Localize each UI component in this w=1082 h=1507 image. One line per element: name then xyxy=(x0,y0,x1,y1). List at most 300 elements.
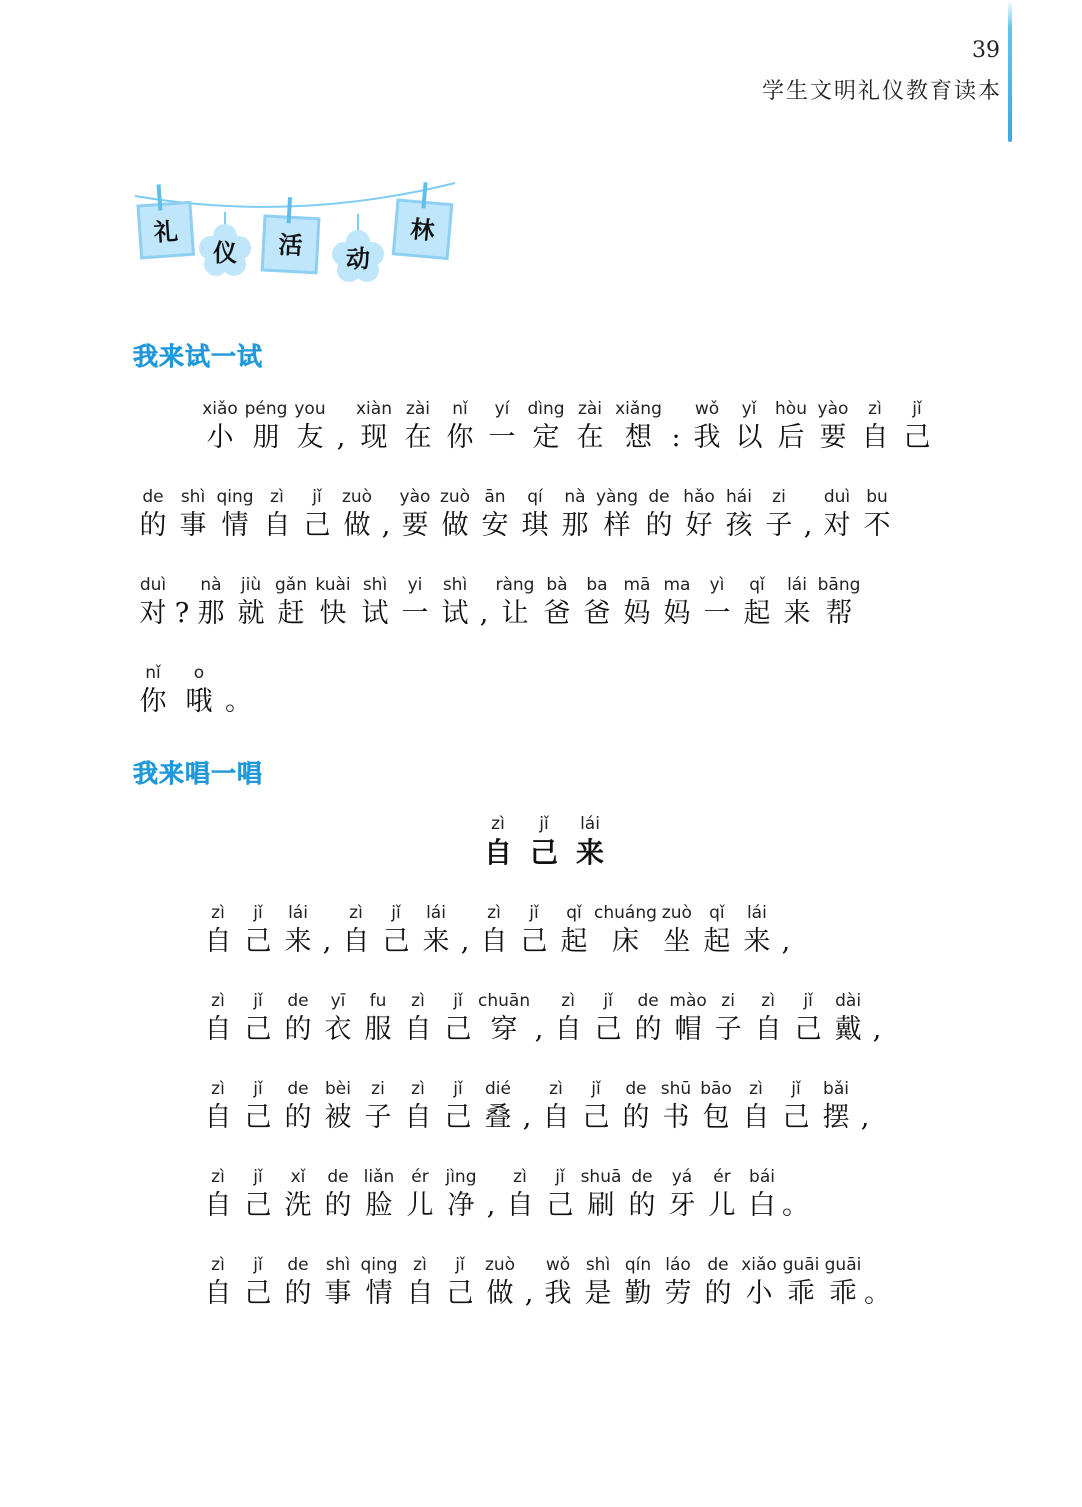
hanzi: 包 xyxy=(702,1102,730,1133)
ruby-unit xyxy=(480,1254,520,1312)
ruby-unit xyxy=(377,486,395,544)
pinyin: qín xyxy=(624,1255,652,1275)
ruby-unit xyxy=(493,574,537,632)
hanzi: 现 xyxy=(360,422,388,453)
pinyin: de xyxy=(707,1255,729,1275)
ruby-unit xyxy=(702,1166,742,1224)
ruby-unit xyxy=(554,902,594,960)
pinyin: yǐ xyxy=(741,399,757,419)
ruby-unit xyxy=(318,1166,358,1224)
ruby-unit xyxy=(616,1078,656,1136)
pinyin: xiǎng xyxy=(615,399,662,419)
hanzi: 来 xyxy=(422,926,450,957)
ruby-unit xyxy=(225,662,252,720)
ruby-unit xyxy=(617,574,657,632)
ruby-unit xyxy=(817,574,861,632)
try-line xyxy=(133,398,948,456)
hanzi: 洗 xyxy=(284,1190,312,1221)
ruby-unit xyxy=(737,574,777,632)
pinyin: zì xyxy=(413,1255,427,1275)
ruby-unit xyxy=(742,1166,782,1224)
hanzi: 勤 xyxy=(624,1278,652,1309)
hanzi: 来 xyxy=(783,598,811,629)
pinyin: dài xyxy=(835,991,862,1011)
hanzi: 要 xyxy=(401,510,429,541)
ruby-unit xyxy=(788,990,828,1048)
hanzi: 乖 xyxy=(787,1278,815,1309)
ruby-unit xyxy=(474,902,514,960)
hanzi: 朋 xyxy=(252,422,280,453)
hanzi: 好 xyxy=(685,510,713,541)
pinyin: shì xyxy=(362,575,388,595)
hanzi: , xyxy=(803,510,813,541)
pinyin: qǐ xyxy=(749,575,765,595)
pinyin: xǐ xyxy=(290,1167,306,1187)
pinyin: gǎn xyxy=(275,575,307,595)
hanzi: 做 xyxy=(343,510,371,541)
ruby-unit xyxy=(398,990,438,1048)
pinyin: hòu xyxy=(775,399,807,419)
hanzi: 后 xyxy=(777,422,805,453)
ruby-unit xyxy=(395,486,435,544)
ruby-unit xyxy=(518,1078,536,1136)
ruby-unit xyxy=(440,1166,482,1224)
hanzi: 己 xyxy=(794,1014,822,1045)
pinyin: duì xyxy=(823,487,851,507)
ruby-unit xyxy=(238,902,278,960)
hanzi: 你 xyxy=(446,422,474,453)
ruby-unit xyxy=(435,574,475,632)
hanzi: 床 xyxy=(611,926,639,957)
hanzi: , xyxy=(381,510,391,541)
ruby-unit xyxy=(612,398,665,456)
ruby-unit xyxy=(897,398,937,456)
pinyin: jǐ xyxy=(312,487,322,507)
hanzi: 自 xyxy=(404,1014,432,1045)
hanzi: 小 xyxy=(206,422,234,453)
pinyin: jǐ xyxy=(603,991,613,1011)
ruby-unit xyxy=(662,1166,702,1224)
ruby-unit xyxy=(698,1254,738,1312)
hanzi: 那 xyxy=(197,598,225,629)
ruby-unit xyxy=(776,1078,816,1136)
pinyin: de xyxy=(631,1167,653,1187)
hanzi: 己 xyxy=(520,926,548,957)
pinyin: jǐ xyxy=(555,1167,565,1187)
ruby-unit xyxy=(657,902,697,960)
hanzi: 对 xyxy=(139,598,167,629)
hanzi: 孩 xyxy=(725,510,753,541)
hanzi: 己 xyxy=(303,510,331,541)
lyric-line xyxy=(198,990,938,1048)
lyric-line xyxy=(198,1254,938,1312)
ruby-unit xyxy=(400,1254,440,1312)
hanzi: 赶 xyxy=(277,598,305,629)
pinyin: yi xyxy=(407,575,423,595)
ruby-unit xyxy=(618,1254,658,1312)
ruby-unit xyxy=(748,990,788,1048)
hanzi: , xyxy=(479,598,489,629)
ruby-unit xyxy=(572,813,608,871)
pinyin: de xyxy=(625,1079,647,1099)
ruby-unit xyxy=(537,574,577,632)
ruby-unit xyxy=(719,486,759,544)
lyric-line xyxy=(198,1078,938,1136)
ruby-unit xyxy=(570,398,610,456)
hanzi: 快 xyxy=(319,598,347,629)
try-line xyxy=(133,574,948,632)
ruby-unit xyxy=(271,574,311,632)
hanzi: 事 xyxy=(324,1278,352,1309)
hanzi: 起 xyxy=(703,926,731,957)
hanzi: 起 xyxy=(560,926,588,957)
hanzi: 的 xyxy=(324,1190,352,1221)
hanzi: 不 xyxy=(863,510,891,541)
hanzi: 在 xyxy=(404,422,432,453)
ruby-unit xyxy=(231,574,271,632)
pinyin: qǐ xyxy=(566,903,582,923)
pinyin: láo xyxy=(665,1255,691,1275)
ruby-unit xyxy=(576,1078,616,1136)
ruby-unit xyxy=(738,1254,780,1312)
pinyin: yào xyxy=(817,399,849,419)
ruby-unit xyxy=(318,1078,358,1136)
pinyin: nà xyxy=(200,575,222,595)
ruby-unit xyxy=(416,902,456,960)
pinyin: bu xyxy=(866,487,888,507)
hanzi: 一 xyxy=(488,422,516,453)
hanzi: 友 xyxy=(296,422,324,453)
pinyin: wǒ xyxy=(545,1255,571,1275)
pinyin: ràng xyxy=(495,575,535,595)
hanzi: 我 xyxy=(693,422,721,453)
ruby-unit xyxy=(697,902,737,960)
ruby-unit xyxy=(737,902,777,960)
pinyin: jǐ xyxy=(791,1079,801,1099)
ruby-unit xyxy=(828,990,868,1048)
song-title xyxy=(480,813,608,871)
hanzi: 的 xyxy=(139,510,167,541)
ruby-unit xyxy=(358,1166,400,1224)
hanzi: 起 xyxy=(743,598,771,629)
hanzi: 自 xyxy=(861,422,889,453)
lyric-line xyxy=(198,1166,938,1224)
book-title: 学生文明礼仪教育读本 xyxy=(761,79,1002,104)
pinyin: jǐ xyxy=(253,1255,263,1275)
pinyin: shū xyxy=(660,1079,692,1099)
hanzi: 帮 xyxy=(825,598,853,629)
pinyin: jìng xyxy=(445,1167,477,1187)
pinyin: qí xyxy=(527,487,543,507)
pinyin: zì xyxy=(561,991,575,1011)
hanzi: 自 xyxy=(742,1102,770,1133)
hanzi: 样 xyxy=(603,510,631,541)
pinyin: zì xyxy=(211,903,225,923)
hanzi: 自 xyxy=(204,1102,232,1133)
hanzi: 你 xyxy=(139,686,167,717)
hanzi: , xyxy=(460,926,470,957)
pinyin: o xyxy=(193,663,205,683)
ruby-unit xyxy=(696,1078,736,1136)
pinyin: yì xyxy=(709,575,725,595)
ruby-unit xyxy=(639,486,679,544)
pinyin: zì xyxy=(761,991,775,1011)
hanzi: 的 xyxy=(628,1190,656,1221)
hanzi: ? xyxy=(174,598,190,629)
hanzi: 做 xyxy=(486,1278,514,1309)
ruby-unit xyxy=(478,1078,518,1136)
hanzi: 的 xyxy=(284,1014,312,1045)
hanzi: 坐 xyxy=(663,926,691,957)
ruby-unit xyxy=(864,1254,891,1312)
pinyin: xiàn xyxy=(356,399,392,419)
hanzi: 爸 xyxy=(543,598,571,629)
ruby-unit xyxy=(278,1078,318,1136)
ruby-unit xyxy=(856,1078,874,1136)
hanzi: 自 xyxy=(483,836,512,869)
ruby-unit xyxy=(318,902,336,960)
ruby-unit xyxy=(729,398,769,456)
hanzi: 安 xyxy=(481,510,509,541)
hanzi: 自 xyxy=(204,1014,232,1045)
ruby-unit xyxy=(555,486,595,544)
pinyin: zuò xyxy=(341,487,373,507)
pinyin: zi xyxy=(371,1079,385,1099)
ruby-unit xyxy=(548,990,588,1048)
pinyin: zì xyxy=(270,487,284,507)
banner-card-5: 林 xyxy=(409,215,436,246)
ruby-unit xyxy=(524,398,568,456)
banner-card-1: 礼 xyxy=(152,217,179,247)
ruby-unit xyxy=(358,1254,400,1312)
hanzi: 自 xyxy=(204,1190,232,1221)
hanzi: 己 xyxy=(582,1102,610,1133)
hanzi: 净 xyxy=(447,1190,475,1221)
pinyin: xiǎo xyxy=(202,399,238,419)
hanzi: 己 xyxy=(782,1102,810,1133)
hanzi: 己 xyxy=(382,926,410,957)
ruby-unit xyxy=(173,574,191,632)
pinyin: yī xyxy=(330,991,346,1011)
pinyin: qing xyxy=(216,487,254,507)
pinyin: guāi xyxy=(824,1255,862,1275)
ruby-unit xyxy=(297,486,337,544)
pinyin: zì xyxy=(549,1079,563,1099)
pinyin: jǐ xyxy=(253,903,263,923)
hanzi: 自 xyxy=(342,926,370,957)
ruby-unit xyxy=(577,574,617,632)
pinyin: zì xyxy=(868,399,882,419)
pinyin: zì xyxy=(411,991,425,1011)
pinyin: bǎi xyxy=(823,1079,849,1099)
ruby-unit xyxy=(238,1254,278,1312)
ruby-unit xyxy=(238,1078,278,1136)
ruby-unit xyxy=(622,1166,662,1224)
ruby-unit xyxy=(238,1166,278,1224)
ruby-unit xyxy=(668,990,708,1048)
pinyin: ān xyxy=(484,487,506,507)
hanzi: 一 xyxy=(703,598,731,629)
ruby-unit xyxy=(311,574,355,632)
hanzi: 己 xyxy=(244,1190,272,1221)
hanzi: , xyxy=(872,1014,882,1045)
ruby-unit xyxy=(780,1254,822,1312)
ruby-unit xyxy=(278,1254,318,1312)
ruby-unit xyxy=(595,486,639,544)
hanzi: 。 xyxy=(782,1190,809,1221)
ruby-unit xyxy=(594,902,657,960)
hanzi: 就 xyxy=(237,598,265,629)
pinyin: jǐ xyxy=(453,991,463,1011)
hanzi: 的 xyxy=(284,1102,312,1133)
ruby-unit xyxy=(628,990,668,1048)
pinyin: lái xyxy=(288,903,308,923)
ruby-unit xyxy=(657,574,697,632)
pinyin: jǐ xyxy=(803,991,813,1011)
ruby-unit xyxy=(540,1166,580,1224)
ruby-unit xyxy=(482,1166,500,1224)
ruby-unit xyxy=(480,813,516,871)
ruby-unit xyxy=(257,486,297,544)
banner-card-4: 动 xyxy=(346,245,370,273)
hanzi: , xyxy=(860,1102,870,1133)
ruby-unit xyxy=(198,398,242,456)
pinyin: shì xyxy=(325,1255,351,1275)
hanzi: 的 xyxy=(634,1014,662,1045)
ruby-unit xyxy=(777,902,795,960)
ruby-unit xyxy=(771,398,811,456)
ruby-unit xyxy=(278,902,318,960)
ruby-unit xyxy=(536,1078,576,1136)
hanzi: 乖 xyxy=(829,1278,857,1309)
pinyin: chuáng xyxy=(594,903,657,923)
pinyin: jǐ xyxy=(253,991,263,1011)
ruby-unit xyxy=(398,1078,438,1136)
hanzi: 脸 xyxy=(365,1190,393,1221)
hanzi: 衣 xyxy=(324,1014,352,1045)
hanzi: 试 xyxy=(441,598,469,629)
pinyin: ér xyxy=(713,1167,731,1187)
hanzi: 对 xyxy=(823,510,851,541)
pinyin: zì xyxy=(211,991,225,1011)
hanzi: 情 xyxy=(365,1278,393,1309)
pinyin: jǐ xyxy=(912,399,922,419)
hanzi: 一 xyxy=(401,598,429,629)
ruby-unit xyxy=(336,902,376,960)
hanzi: 自 xyxy=(404,1102,432,1133)
ruby-unit xyxy=(435,486,475,544)
pinyin: hǎo xyxy=(683,487,715,507)
hanzi: 己 xyxy=(546,1190,574,1221)
banner-card-2: 仪 xyxy=(213,239,237,267)
ruby-unit xyxy=(868,990,886,1048)
pinyin: ma xyxy=(663,575,691,595)
banner-card-3: 活 xyxy=(277,230,304,260)
pinyin: de xyxy=(287,1255,309,1275)
hanzi: 己 xyxy=(529,836,558,869)
ruby-unit xyxy=(580,1166,622,1224)
pinyin: zì xyxy=(211,1167,225,1187)
pinyin: mào xyxy=(669,991,707,1011)
hanzi: 己 xyxy=(594,1014,622,1045)
ruby-unit xyxy=(777,574,817,632)
page-number: 39 xyxy=(972,38,1000,63)
hanzi: 要 xyxy=(819,422,847,453)
pinyin: nǐ xyxy=(452,399,468,419)
hanzi: 以 xyxy=(735,422,763,453)
pinyin: zì xyxy=(491,814,505,834)
pinyin: ba xyxy=(586,575,608,595)
hanzi: 自 xyxy=(406,1278,434,1309)
ruby-unit xyxy=(816,1078,856,1136)
ruby-unit xyxy=(538,1254,578,1312)
hanzi: 情 xyxy=(221,510,249,541)
hanzi: 的 xyxy=(622,1102,650,1133)
hanzi: 那 xyxy=(561,510,589,541)
hanzi: 子 xyxy=(364,1102,392,1133)
try-line xyxy=(133,486,948,544)
pinyin: jǐ xyxy=(455,1255,465,1275)
hanzi: 琪 xyxy=(521,510,549,541)
pinyin: zì xyxy=(513,1167,527,1187)
hanzi: , xyxy=(522,1102,532,1133)
pinyin: jǐ xyxy=(539,814,549,834)
hanzi: 自 xyxy=(480,926,508,957)
pinyin: zi xyxy=(721,991,735,1011)
ruby-unit xyxy=(687,398,727,456)
pinyin: shì xyxy=(585,1255,611,1275)
hanzi: 妈 xyxy=(663,598,691,629)
hanzi: 我 xyxy=(544,1278,572,1309)
pinyin: bái xyxy=(749,1167,775,1187)
hanzi: 己 xyxy=(244,1102,272,1133)
ruby-unit xyxy=(857,486,897,544)
pinyin: dié xyxy=(485,1079,511,1099)
hanzi: 自 xyxy=(204,926,232,957)
hanzi: 被 xyxy=(324,1102,352,1133)
ruby-unit xyxy=(515,486,555,544)
hanzi: , xyxy=(524,1278,534,1309)
ruby-unit xyxy=(337,486,377,544)
hanzi: 自 xyxy=(204,1278,232,1309)
pinyin: zì xyxy=(749,1079,763,1099)
hanzi: 儿 xyxy=(708,1190,736,1221)
ruby-unit xyxy=(352,398,396,456)
ruby-unit xyxy=(213,486,257,544)
ruby-unit xyxy=(520,1254,538,1312)
pinyin: ér xyxy=(411,1167,429,1187)
pinyin: de xyxy=(287,991,309,1011)
pinyin: yàng xyxy=(595,487,639,507)
hanzi: 事 xyxy=(179,510,207,541)
ruby-unit xyxy=(376,902,416,960)
hanzi: 爸 xyxy=(583,598,611,629)
pinyin: zài xyxy=(577,399,603,419)
ruby-unit xyxy=(198,1254,238,1312)
hanzi: 书 xyxy=(662,1102,690,1133)
hanzi: 穿 xyxy=(490,1014,518,1045)
pinyin: bà xyxy=(546,575,568,595)
ruby-unit xyxy=(318,990,358,1048)
hanzi: 子 xyxy=(765,510,793,541)
hanzi: 。 xyxy=(864,1278,891,1309)
ruby-unit xyxy=(358,1078,398,1136)
hanzi: 己 xyxy=(244,1014,272,1045)
pinyin: lái xyxy=(580,814,600,834)
pinyin: xiǎo xyxy=(741,1255,777,1275)
ruby-unit xyxy=(799,486,817,544)
hanzi: 己 xyxy=(903,422,931,453)
